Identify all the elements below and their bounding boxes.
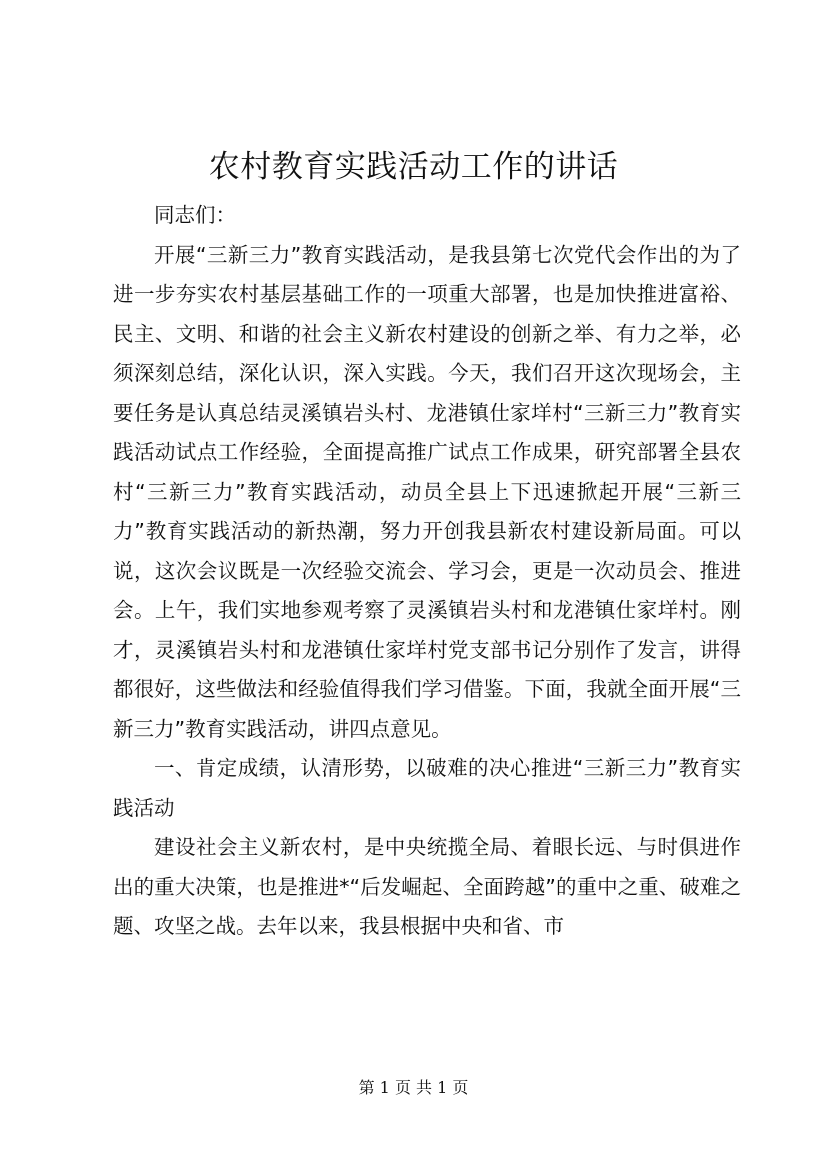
salutation-paragraph: 同志们： — [154, 203, 236, 227]
document-body — [113, 196, 741, 947]
page-footer: 第 1 页 共 1 页 — [358, 1078, 469, 1097]
section-heading: 一、肯定成绩，认清形势，以破难的决心推进“三新三力”教育实践活动 — [113, 756, 741, 820]
document-title: 农村教育实践活动工作的讲话 — [208, 149, 619, 185]
body-paragraph: 建设社会主义新农村，是中央统揽全局、着眼长远、与时俱进作出的重大决策，也是推进*“后发崛起、全面跨越”的重中之重、破难之题、攻坚之战。去年以来，我县根据中央和省、市 — [113, 835, 741, 938]
body-paragraph: 开展“三新三力”教育实践活动，是我县第七次党代会作出的为了进一步夯实农村基层基础工作的一项重大部署，也是加快推进富裕、民主、文明、和谐的社会主义新农村建设的创新之举、有力之举，必须深刻总结，深化认识，深入实践。今天，我们召开这次现场会，主要任务是认真总结灵溪镇岩头村、龙港镇仕家垟村“三新三力”教育实践活动试点工作经验，全面提高推广试点工作成果，研究部署全县农村“三新三力”教育实践活动，动员全县上下迅速掀起开展“三新三力”教育实践活动的新热潮，努力开创我县新农村建设新局面。可以说，这次会议既是一次经验交流会、学习会，更是一次动员会、推进会。上午，我们实地参观考察了灵溪镇岩头村和龙港镇仕家垟村。刚才，灵溪镇岩头村和龙港镇仕家垟村党支部书记分别作了发言，讲得都很好，这些做法和经验值得我们学习借鉴。下面，我就全面开展“三新三力”教育实践活动，讲四点意见。 — [113, 242, 741, 741]
